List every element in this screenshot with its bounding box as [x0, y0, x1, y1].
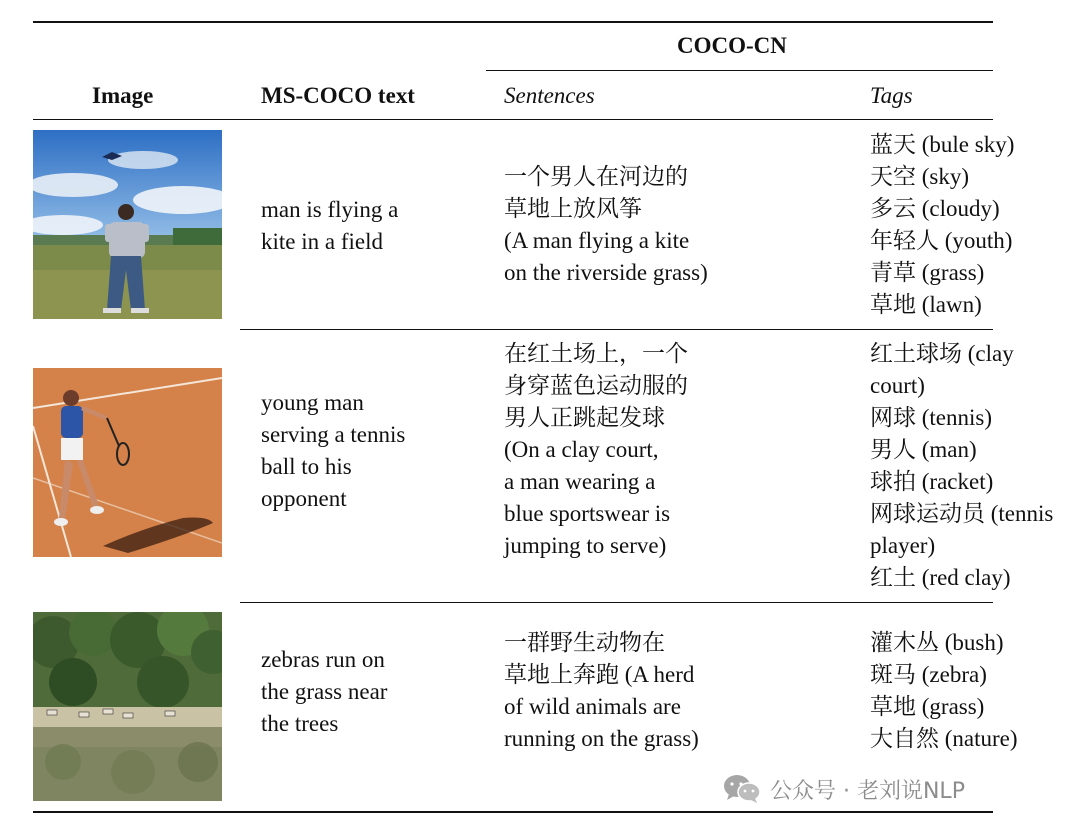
tag-line: 红土球场 (clay: [870, 341, 1014, 366]
tag-line: 网球 (tennis): [870, 405, 993, 430]
tag-line: 草地 (grass): [870, 694, 985, 719]
zebra-photo-illustration: [33, 612, 222, 801]
sentence-line: 一群野生动物在: [504, 630, 665, 655]
mscoco-text-cell: [261, 644, 387, 740]
sentence-line: (A man flying a kite: [504, 228, 690, 253]
header-bottom-rule: [33, 119, 993, 120]
mscoco-text-line: the grass near: [261, 679, 388, 704]
sentence-line: 一个男人在河边的: [504, 164, 688, 189]
group-header-coco-cn: COCO-CN: [677, 33, 787, 58]
sentence-line: 草地上放风筝: [504, 196, 642, 221]
table-top-rule: [33, 21, 993, 23]
tag-line: 多云 (cloudy): [870, 196, 1000, 221]
mscoco-text-line: zebras run on: [261, 647, 385, 672]
group-header-rule: [486, 70, 993, 71]
tag-line: court): [870, 373, 925, 398]
wechat-icon: [722, 773, 762, 805]
tag-line: 男人 (man): [870, 437, 977, 462]
tag-line: player): [870, 533, 936, 558]
column-header-image: Image: [92, 83, 154, 108]
mscoco-text-line: opponent: [261, 486, 347, 511]
tag-line: 天空 (sky): [870, 164, 970, 189]
mscoco-text-line: kite in a field: [261, 229, 383, 254]
table-bottom-rule: [33, 811, 993, 813]
mscoco-text-cell: [261, 387, 405, 515]
sentence-line: 身穿蓝色运动服的: [504, 373, 688, 398]
column-header-tags: Tags: [870, 83, 913, 108]
sentence-line: jumping to serve): [504, 533, 667, 558]
tags-cell: [870, 338, 1053, 594]
column-header-sentences: Sentences: [504, 83, 595, 108]
watermark-text: 公众号 · 老刘说NLP: [770, 778, 965, 804]
sentence-line: of wild animals are: [504, 694, 681, 719]
sentence-line: a man wearing a: [504, 469, 656, 494]
sentence-line: 草地上奔跑 (A herd: [504, 662, 695, 687]
tennis-photo-illustration: [33, 368, 222, 557]
kite-photo-illustration: [33, 130, 222, 319]
tag-line: 蓝天 (bule sky): [870, 132, 1015, 157]
mscoco-text-line: ball to his: [261, 454, 352, 479]
mscoco-text-line: serving a tennis: [261, 422, 406, 447]
sentence-line: blue sportswear is: [504, 501, 671, 526]
sentence-line: 在红土场上，一个: [504, 341, 688, 366]
watermark: [722, 772, 965, 806]
row-separator: [240, 602, 993, 603]
sentence-cell: [504, 627, 699, 755]
sentence-cell: [504, 161, 708, 289]
tag-line: 草地 (lawn): [870, 292, 982, 317]
row-image-tennis: [33, 368, 222, 557]
sentence-line: 男人正跳起发球: [504, 405, 665, 430]
sentence-line: running on the grass): [504, 726, 699, 751]
tag-line: 大自然 (nature): [870, 726, 1018, 751]
tag-line: 斑马 (zebra): [870, 662, 987, 687]
sentence-cell: [504, 338, 688, 562]
tag-line: 红土 (red clay): [870, 565, 1011, 590]
tag-line: 网球运动员 (tennis: [870, 501, 1054, 526]
tag-line: 青草 (grass): [870, 260, 985, 285]
mscoco-text-cell: [261, 194, 398, 258]
mscoco-text-line: man is flying a: [261, 197, 399, 222]
tag-line: 球拍 (racket): [870, 469, 994, 494]
mscoco-text-line: young man: [261, 390, 364, 415]
tag-line: 灌木丛 (bush): [870, 630, 1004, 655]
row-separator: [240, 329, 993, 330]
row-image-kite: [33, 130, 222, 319]
sentence-line: on the riverside grass): [504, 260, 708, 285]
column-header-mscoco-text: MS-COCO text: [261, 83, 415, 108]
mscoco-text-line: the trees: [261, 711, 339, 736]
tag-line: 年轻人 (youth): [870, 228, 1013, 253]
row-image-zebras: [33, 612, 222, 801]
tags-cell: [870, 129, 1014, 321]
tags-cell: [870, 627, 1018, 755]
sentence-line: (On a clay court,: [504, 437, 659, 462]
